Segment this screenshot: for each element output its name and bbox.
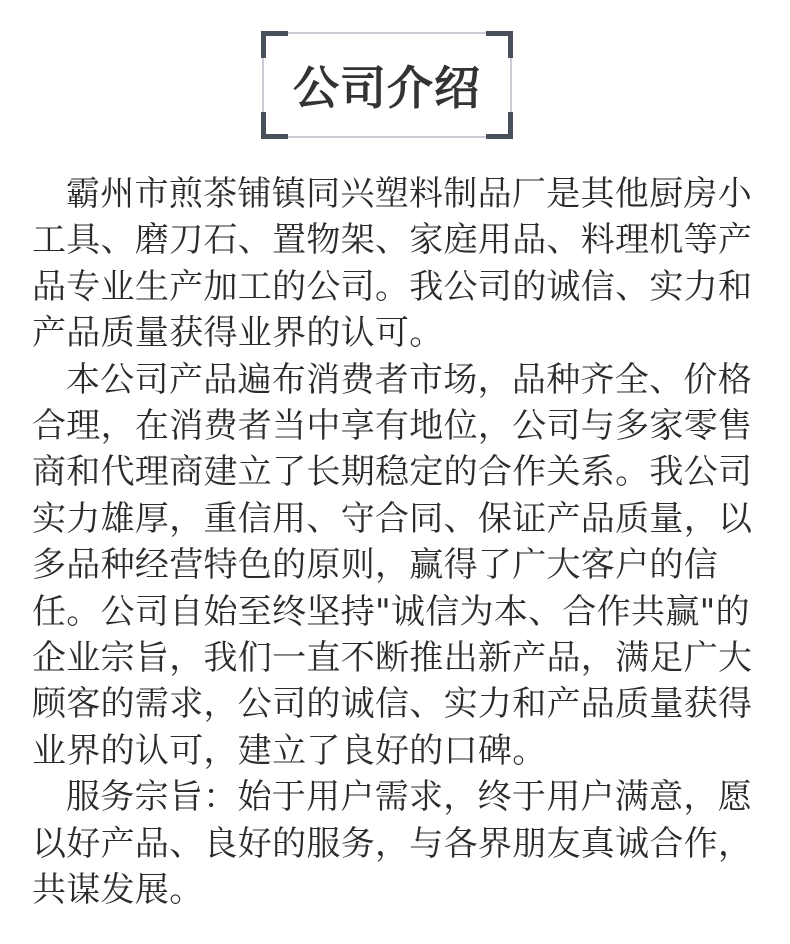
intro-paragraph-3: 服务宗旨：始于用户需求，终于用户满意，愿以好产品、良好的服务，与各界朋友真诚合作，共谋发展。 (32, 777, 753, 911)
page-title: 公司介绍 (293, 61, 481, 115)
title-frame (262, 32, 512, 138)
company-intro-text (32, 171, 762, 914)
intro-paragraph-2: 本公司产品遍布消费者市场，品种齐全、价格合理，在消费者当中享有地位，公司与多家零售商和代理商建立了长期稳定的合作关系。我公司实力雄厚，重信用、守合同、保证产品质量，以多品种经营特色的原则，赢得了广大客户的信任。公司自始至终坚持"诚信为本、合作共赢"的企业宗旨，我们一直不断推出新产品，满足广大顾客的需求，公司的诚信、实力和产品质量获得业界的认可，建立了良好的口碑。 (32, 359, 753, 771)
intro-paragraph-1: 霸州市煎茶铺镇同兴塑料制品厂是其他厨房小工具、磨刀石、置物架、家庭用品、料理机等产品专业生产加工的公司。我公司的诚信、实力和产品质量获得业界的认可。 (32, 174, 753, 354)
